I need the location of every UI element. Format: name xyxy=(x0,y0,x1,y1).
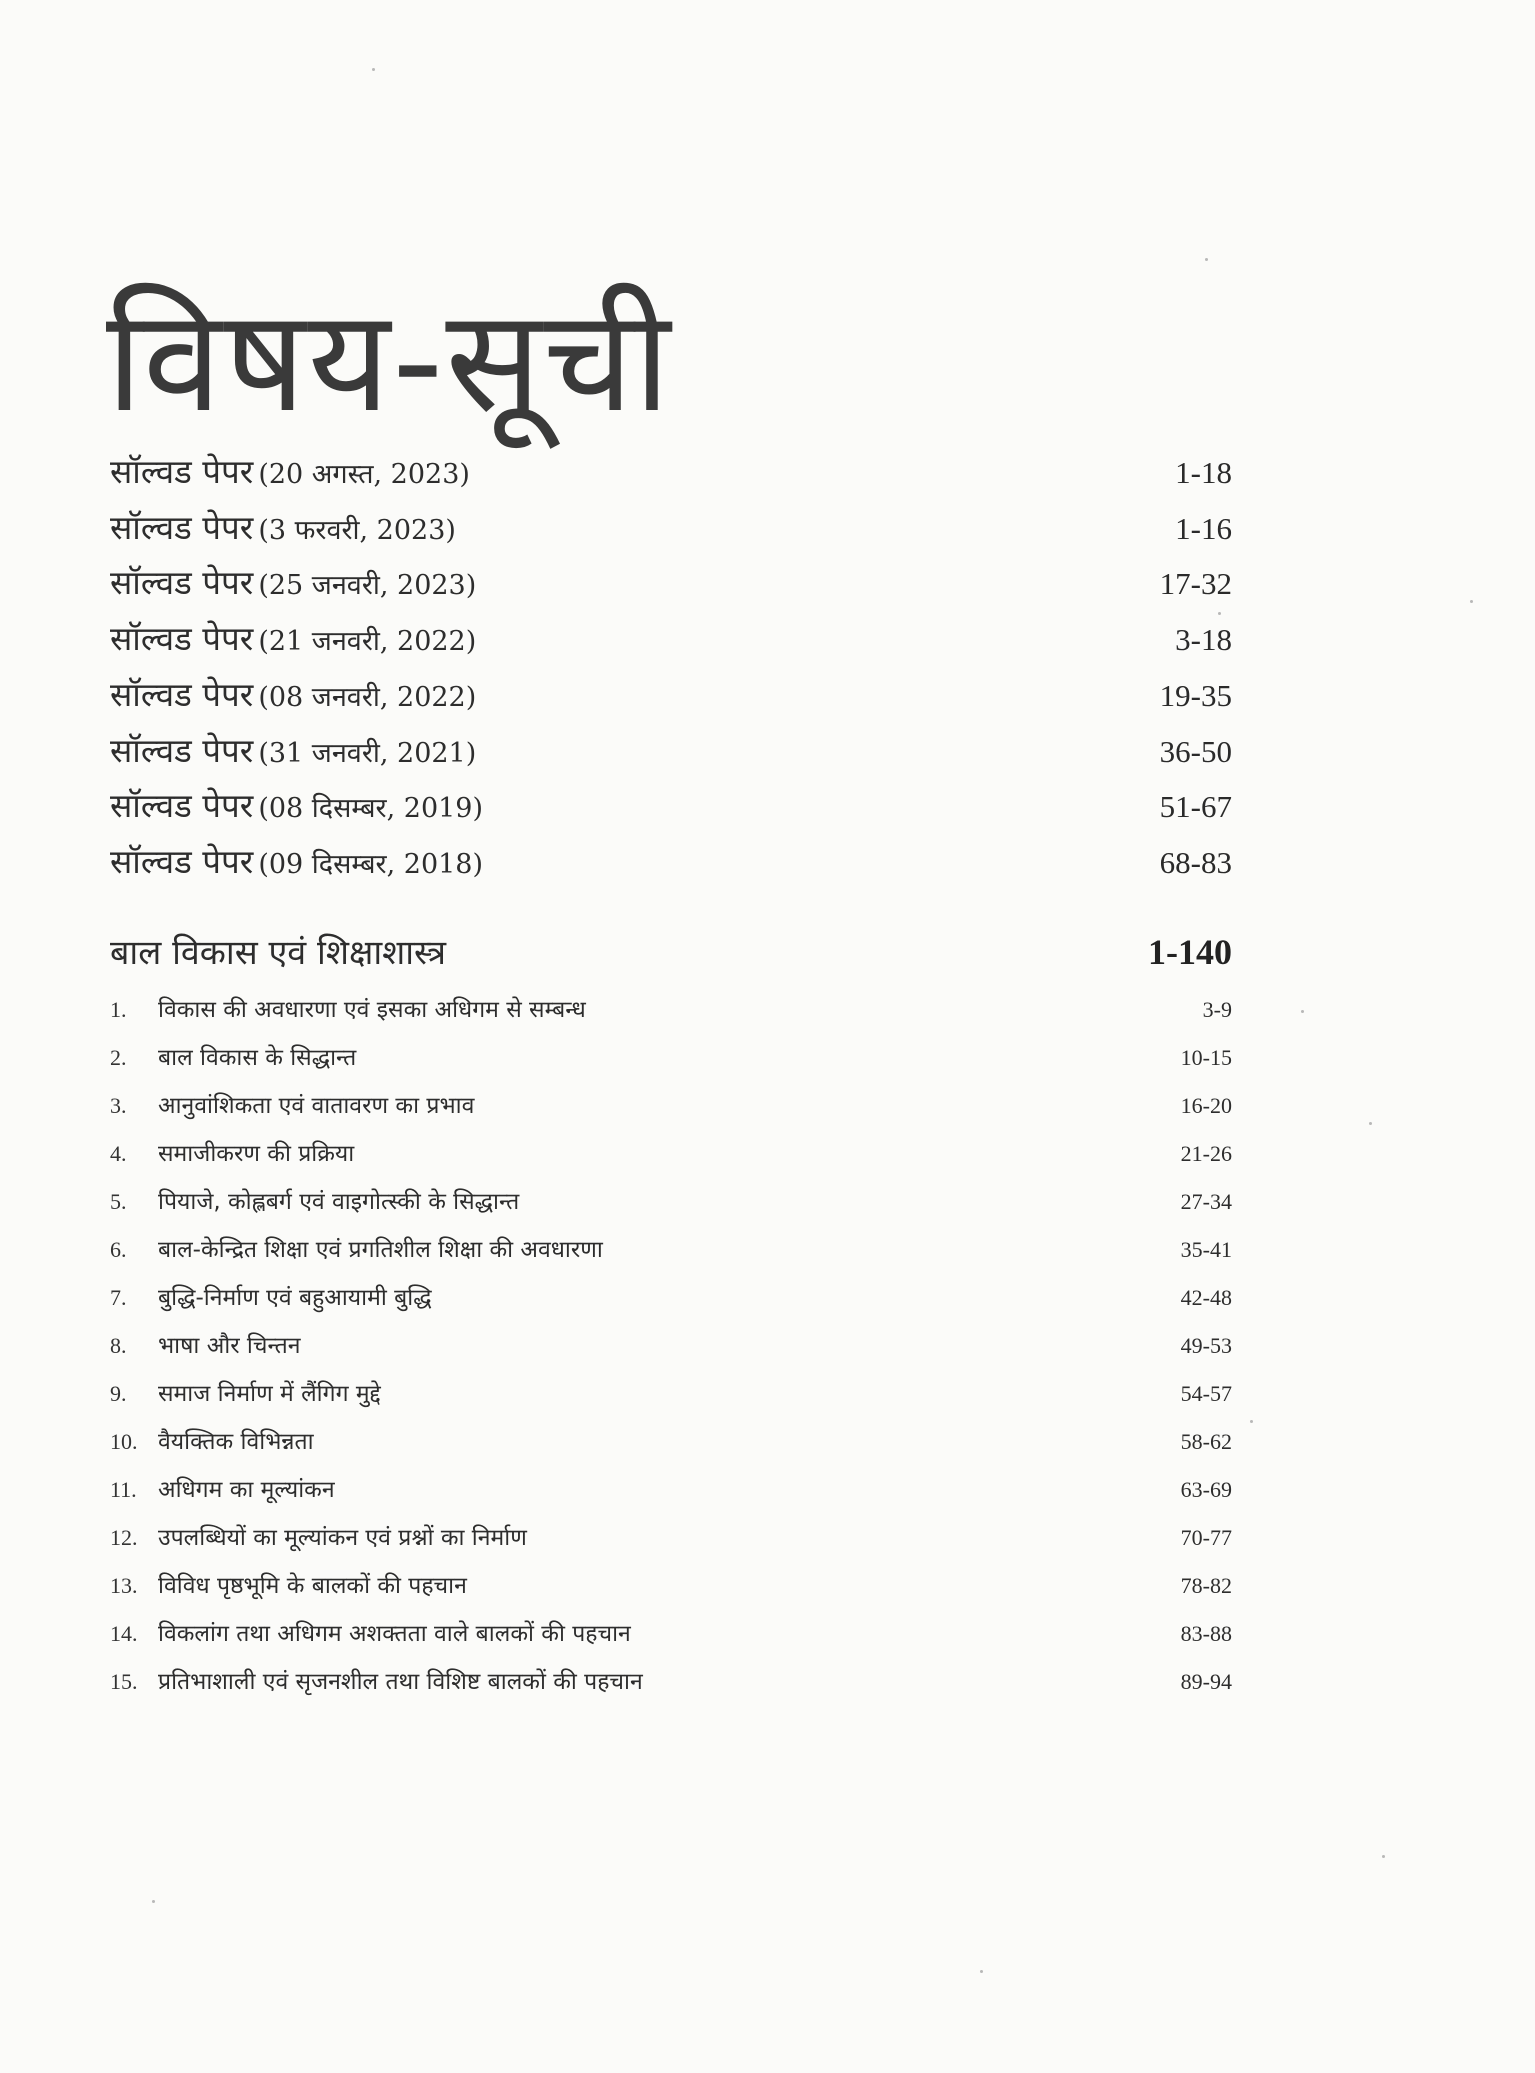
solved-paper-row[interactable] xyxy=(110,615,1232,660)
solved-paper-row[interactable] xyxy=(110,782,1232,827)
chapter-page-range: 42-48 xyxy=(1180,1285,1232,1310)
chapter-page-range: 58-62 xyxy=(1180,1429,1232,1454)
chapter-title: प्रतिभाशाली एवं सृजनशील तथा विशिष्ट बालकों की पहचान xyxy=(158,1669,643,1695)
scan-speck xyxy=(1470,600,1473,603)
solved-paper-date: (08 दिसम्बर, 2019) xyxy=(258,793,484,825)
chapter-number: 8. xyxy=(110,1333,127,1358)
chapter-page-range: 54-57 xyxy=(1180,1381,1232,1406)
chapter-title: विविध पृष्ठभूमि के बालकों की पहचान xyxy=(158,1573,467,1599)
page-range: 19-35 xyxy=(1159,677,1232,713)
chapter-page-range: 16-20 xyxy=(1180,1093,1232,1118)
section-heading-row[interactable] xyxy=(110,928,1232,974)
chapter-title: विकास की अवधारणा एवं इसका अधिगम से सम्बन्ध xyxy=(158,997,586,1023)
chapter-row[interactable] xyxy=(110,1424,1232,1456)
scan-speck xyxy=(980,1970,983,1973)
solved-paper-date: (08 जनवरी, 2022) xyxy=(258,681,477,713)
chapter-entry xyxy=(110,1664,643,1696)
chapter-number: 13. xyxy=(110,1573,138,1598)
chapter-page-range: 89-94 xyxy=(1180,1669,1232,1694)
chapter-entry xyxy=(110,1232,603,1264)
chapter-title: बाल विकास के सिद्धान्त xyxy=(158,1045,357,1071)
chapter-row[interactable] xyxy=(110,1280,1232,1312)
chapter-title: अधिगम का मूल्यांकन xyxy=(158,1477,335,1503)
chapter-entry xyxy=(110,1424,314,1456)
chapter-entry xyxy=(110,1376,381,1408)
chapter-row[interactable] xyxy=(110,992,1232,1024)
solved-paper-row[interactable] xyxy=(110,671,1232,716)
scan-speck xyxy=(1218,612,1221,615)
page-range: 1-18 xyxy=(1175,455,1232,490)
chapter-number: 1. xyxy=(110,997,127,1022)
chapter-row[interactable] xyxy=(110,1328,1232,1360)
scan-speck xyxy=(1250,1420,1253,1423)
chapter-page-range: 63-69 xyxy=(1180,1477,1232,1502)
chapter-entry xyxy=(110,992,586,1024)
solved-paper-row[interactable] xyxy=(110,504,1232,549)
chapter-page-range: 27-34 xyxy=(1180,1189,1232,1214)
chapter-row[interactable] xyxy=(110,1184,1232,1216)
chapter-entry xyxy=(110,1136,354,1168)
chapter-page-range: 49-53 xyxy=(1180,1333,1232,1358)
solved-paper-row[interactable] xyxy=(110,838,1232,883)
solved-paper-entry xyxy=(110,671,476,716)
scan-speck xyxy=(1369,1122,1372,1125)
chapter-entry xyxy=(110,1280,432,1312)
solved-paper-row[interactable] xyxy=(110,448,1232,493)
page-range: 3-18 xyxy=(1175,622,1232,658)
solved-paper-date: (20 अगस्त, 2023) xyxy=(258,459,470,490)
chapter-number: 2. xyxy=(110,1045,127,1070)
chapter-row[interactable] xyxy=(110,1136,1232,1168)
chapter-title: बाल-केन्द्रित शिक्षा एवं प्रगतिशील शिक्षा की अवधारणा xyxy=(158,1237,603,1263)
solved-paper-entry xyxy=(110,504,456,549)
chapter-page-range: 35-41 xyxy=(1180,1237,1232,1262)
chapter-entry xyxy=(110,1472,335,1504)
chapter-row[interactable] xyxy=(110,1520,1232,1552)
chapter-row[interactable] xyxy=(110,1472,1232,1504)
scan-speck xyxy=(372,68,375,71)
solved-paper-label: सॉल्वड पेपर xyxy=(110,619,254,659)
scan-speck xyxy=(152,1900,155,1903)
page-range: 51-67 xyxy=(1159,789,1232,825)
chapter-row[interactable] xyxy=(110,1232,1232,1264)
solved-paper-entry xyxy=(110,448,470,493)
solved-paper-date: (21 जनवरी, 2022) xyxy=(258,626,477,658)
chapter-row[interactable] xyxy=(110,1376,1232,1408)
solved-paper-date: (3 फरवरी, 2023) xyxy=(258,514,456,546)
chapter-row[interactable] xyxy=(110,1568,1232,1600)
chapter-page-range: 10-15 xyxy=(1180,1045,1232,1070)
solved-paper-date: (25 जनवरी, 2023) xyxy=(258,570,477,602)
scan-speck xyxy=(1205,258,1208,261)
solved-paper-date: (09 दिसम्बर, 2018) xyxy=(258,848,484,880)
chapter-entry xyxy=(110,1040,356,1072)
chapter-page-range: 83-88 xyxy=(1180,1621,1232,1646)
solved-paper-label: सॉल्वड पेपर xyxy=(110,563,254,603)
solved-paper-entry xyxy=(110,615,476,660)
chapter-number: 11. xyxy=(110,1477,137,1502)
page-range: 36-50 xyxy=(1159,733,1232,769)
chapter-number: 4. xyxy=(110,1141,127,1166)
solved-paper-entry xyxy=(110,559,476,604)
chapter-page-range: 3-9 xyxy=(1202,997,1232,1022)
solved-paper-label: सॉल्वड पेपर xyxy=(110,452,254,491)
chapter-title: वैयक्तिक विभिन्नता xyxy=(158,1429,314,1455)
chapter-number: 15. xyxy=(110,1669,138,1694)
solved-paper-entry xyxy=(110,727,476,772)
chapter-page-range: 21-26 xyxy=(1180,1141,1232,1166)
chapter-title: भाषा और चिन्तन xyxy=(158,1333,301,1359)
chapter-entry xyxy=(110,1616,631,1648)
solved-paper-label: सॉल्वड पेपर xyxy=(110,730,254,770)
chapter-entry xyxy=(110,1520,527,1552)
page-range: 17-32 xyxy=(1159,566,1232,602)
solved-paper-entry xyxy=(110,782,483,827)
chapter-number: 9. xyxy=(110,1381,127,1406)
section-title: बाल विकास एवं शिक्षाशास्त्र xyxy=(110,933,447,973)
chapter-entry xyxy=(110,1568,467,1600)
chapter-title: आनुवांशिकता एवं वातावरण का प्रभाव xyxy=(158,1093,475,1119)
chapter-row[interactable] xyxy=(110,1664,1232,1696)
chapter-row[interactable] xyxy=(110,1040,1232,1072)
chapter-title: पियाजे, कोह्लबर्ग एवं वाइगोत्स्की के सिद्धान्त xyxy=(158,1189,520,1215)
page-range: 1-16 xyxy=(1175,510,1232,546)
chapter-number: 12. xyxy=(110,1525,138,1550)
page-range: 68-83 xyxy=(1159,844,1232,880)
chapter-title: विकलांग तथा अधिगम अशक्तता वाले बालकों की पहचान xyxy=(158,1621,631,1647)
scan-speck xyxy=(1301,1010,1304,1013)
chapter-entry xyxy=(110,1088,474,1120)
chapter-title: उपलब्धियों का मूल्यांकन एवं प्रश्नों का निर्माण xyxy=(158,1525,527,1551)
chapter-title: समाज निर्माण में लैंगिग मुद्दे xyxy=(158,1381,381,1407)
solved-paper-row[interactable] xyxy=(110,727,1232,772)
chapter-page-range: 70-77 xyxy=(1180,1525,1232,1550)
chapter-number: 7. xyxy=(110,1285,127,1310)
chapter-entry xyxy=(110,1328,300,1360)
chapter-row[interactable] xyxy=(110,1616,1232,1648)
solved-paper-row[interactable] xyxy=(110,559,1232,604)
scan-speck xyxy=(1382,1855,1385,1858)
page-title: विषय-सूची xyxy=(106,279,673,445)
chapter-number: 5. xyxy=(110,1189,127,1214)
solved-paper-date: (31 जनवरी, 2021) xyxy=(258,737,477,769)
solved-paper-label: सॉल्वड पेपर xyxy=(110,841,254,881)
solved-paper-label: सॉल्वड पेपर xyxy=(110,507,254,547)
chapter-page-range: 78-82 xyxy=(1180,1573,1232,1598)
chapter-number: 10. xyxy=(110,1429,138,1454)
chapter-number: 3. xyxy=(110,1093,127,1118)
chapter-entry xyxy=(110,1184,519,1216)
section-page-range: 1-140 xyxy=(1148,932,1232,972)
solved-paper-label: सॉल्वड पेपर xyxy=(110,786,254,826)
solved-paper-label: सॉल्वड पेपर xyxy=(110,674,254,714)
chapter-title: समाजीकरण की प्रक्रिया xyxy=(158,1141,355,1167)
chapter-row[interactable] xyxy=(110,1088,1232,1120)
solved-paper-entry xyxy=(110,838,483,883)
chapter-title: बुद्धि-निर्माण एवं बहुआयामी बुद्धि xyxy=(158,1285,432,1311)
chapter-number: 14. xyxy=(110,1621,138,1646)
chapter-number: 6. xyxy=(110,1237,127,1262)
